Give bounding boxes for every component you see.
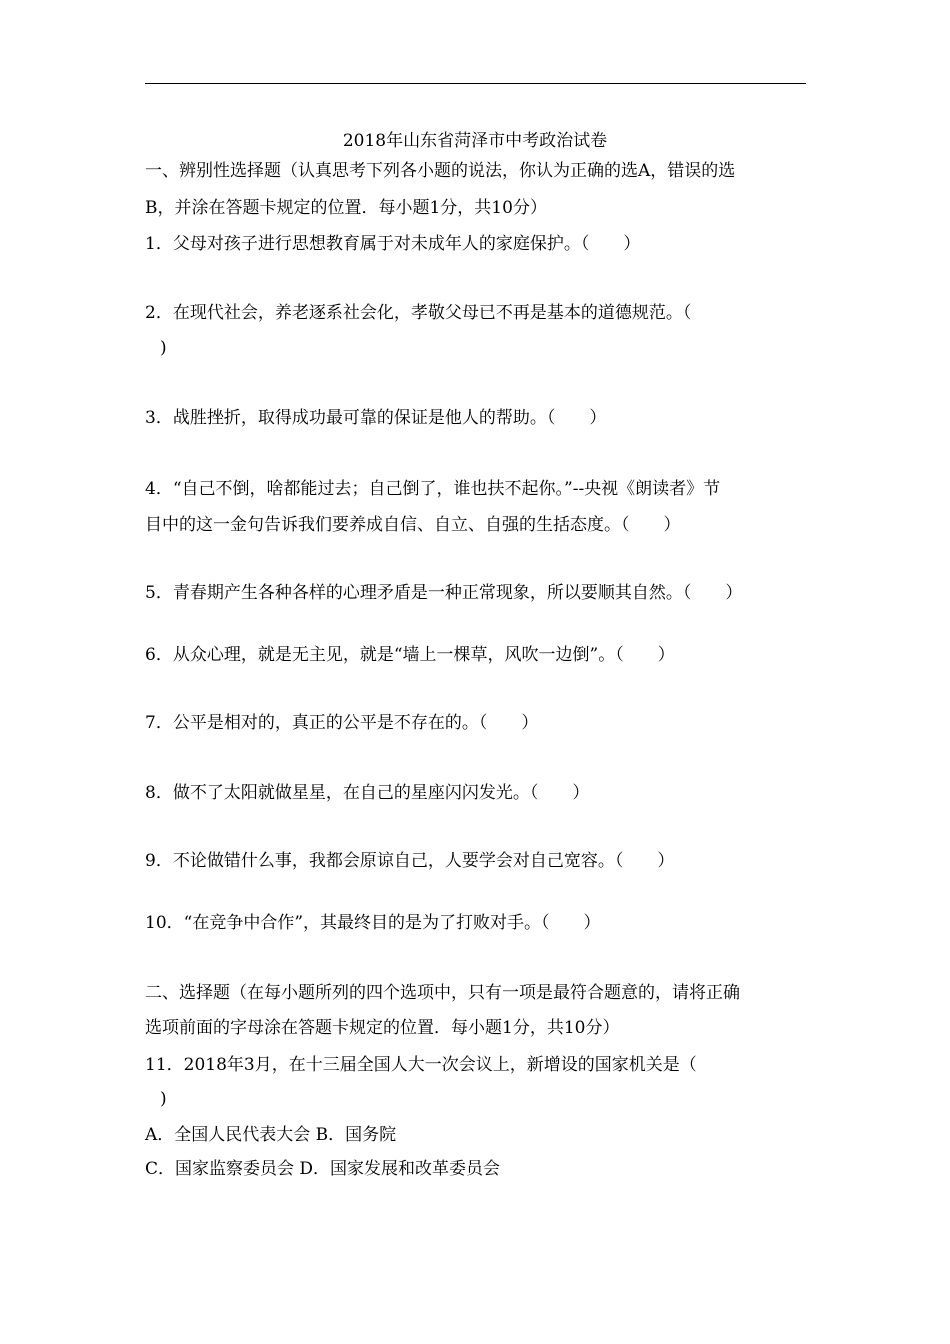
question-11-line1: 11．2018年3月，在十三届全国人大一次会议上，新增设的国家机关是（ (145, 1055, 697, 1075)
section1-heading-line1: 一、辨别性选择题（认真思考下列各小题的说法，你认为正确的选A，错误的选 (145, 161, 736, 181)
question-8: 8．做不了太阳就做星星，在自己的星座闪闪发光。（ ） (145, 783, 590, 803)
question-7: 7．公平是相对的，真正的公平是不存在的。（ ） (145, 713, 539, 733)
section2-heading-line2: 选项前面的字母涂在答题卡规定的位置．每小题1分，共10分） (145, 1018, 620, 1038)
question-2: 2．在现代社会，养老逐系社会化，孝敬父母已不再是基本的道德规范。（ (145, 303, 692, 323)
section2-heading-line1: 二、选择题（在每小题所列的四个选项中，只有一项是最符合题意的，请将正确 (145, 983, 740, 1003)
header-rule (145, 83, 806, 84)
question-11-options-cd: C．国家监察委员会 D．国家发展和改革委员会 (145, 1159, 501, 1179)
section1-heading-line2: B，并涂在答题卡规定的位置．每小题1分，共10分） (145, 198, 547, 218)
question-1: 1．父母对孩子进行思想教育属于对未成年人的家庭保护。（ ） (145, 234, 641, 254)
question-6: 6．从众心理，就是无主见，就是“墙上一棵草，风吹一边倒”。（ ） (145, 645, 675, 665)
question-3: 3．战胜挫折，取得成功最可靠的保证是他人的帮助。（ ） (145, 408, 607, 428)
question-11-options-ab: A．全国人民代表大会 B．国务院 (145, 1125, 397, 1145)
question-10: 10．“在竞争中合作”，其最终目的是为了打败对手。（ ） (145, 913, 601, 933)
question-2-continuation: ) (160, 338, 167, 358)
question-11-continuation: ) (160, 1089, 167, 1109)
question-4-line2: 目中的这一金句告诉我们要养成自信、自立、自强的生括态度。（ ） (145, 515, 681, 535)
question-9: 9．不论做错什么事，我都会原谅自己，人要学会对自己宽容。（ ） (145, 851, 675, 871)
question-4-line1: 4．“自己不倒，啥都能过去；自己倒了，谁也扶不起你。”--央视《朗读者》节 (145, 479, 721, 499)
page-title: 2018年山东省菏泽市中考政治试卷 (342, 131, 608, 151)
question-5: 5．青春期产生各种各样的心理矛盾是一种正常现象，所以要顺其自然。（ ） (145, 583, 743, 603)
